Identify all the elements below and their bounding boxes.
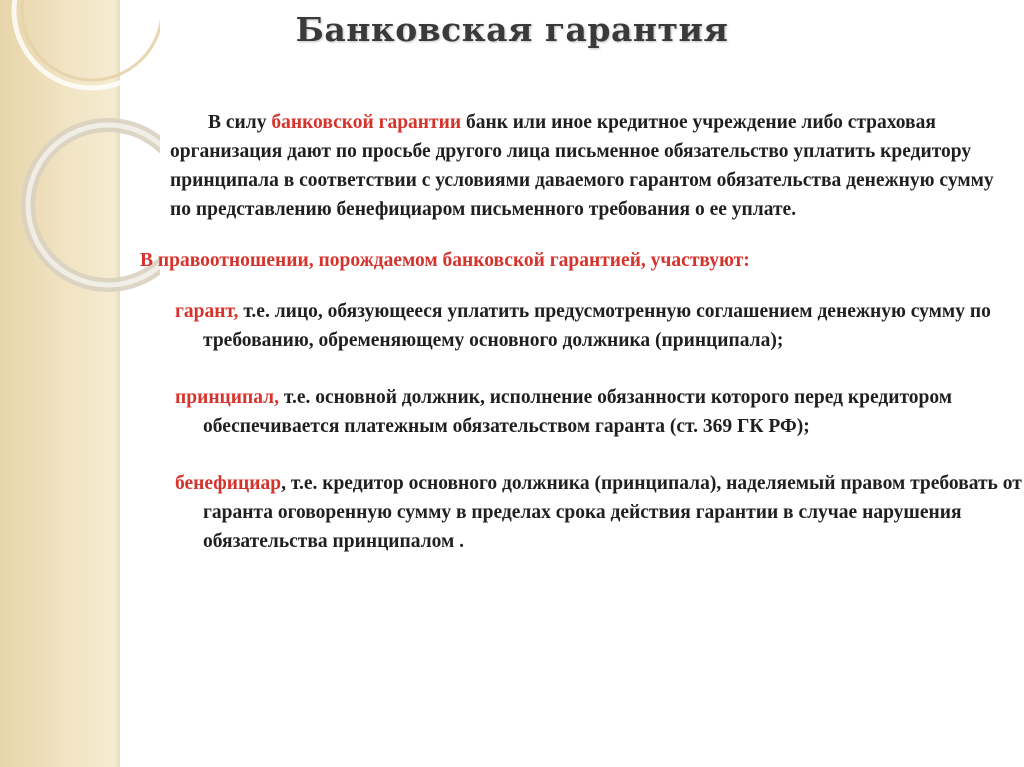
participant-definition: , т.е. кредитор основного должника (принципала), наделяемый правом требовать от гаранта оговоренную сумму в пределах срока действия гарантии в случае нарушения обязательства принципалом . — [203, 473, 1022, 552]
intro-lead: В силу — [208, 112, 272, 133]
participant-term: принципал, — [175, 387, 279, 408]
participant-item-principal — [175, 383, 1023, 441]
decorative-rings — [0, 0, 160, 330]
participant-definition: т.е. лицо, обязующееся уплатить предусмотренную соглашением денежную сумму по требованию, обременяющему основного должника (принципала); — [203, 301, 991, 351]
participant-definition: т.е. основной должник, исполнение обязанности которого перед кредитором обеспечивается платежным обязательством гаранта (ст. 369 ГК РФ); — [203, 387, 953, 437]
participant-item-beneficiary — [175, 469, 1023, 556]
intro-highlight: банковской гарантии — [271, 112, 462, 133]
intro-paragraph — [170, 108, 1015, 224]
participant-item-guarantor — [175, 297, 1023, 355]
slide-title: Банковская гарантия — [295, 10, 729, 49]
participants-heading: В правоотношении, порождаемом банковской гарантией, участвуют: — [140, 250, 750, 271]
slide-content — [140, 108, 1020, 556]
participant-term: бенефициар — [175, 473, 282, 494]
participant-term: гарант, — [175, 301, 239, 322]
intro-text: банк или иное кредитное учреждение либо страховая организация дают по просьбе другого лица письменное обязательство уплатить кредитору принципала в соответствии с условиями даваемого гарантом обязательства денежную сумму по представлению бенефициаром письменного требования о ее уплате. — [170, 112, 994, 220]
